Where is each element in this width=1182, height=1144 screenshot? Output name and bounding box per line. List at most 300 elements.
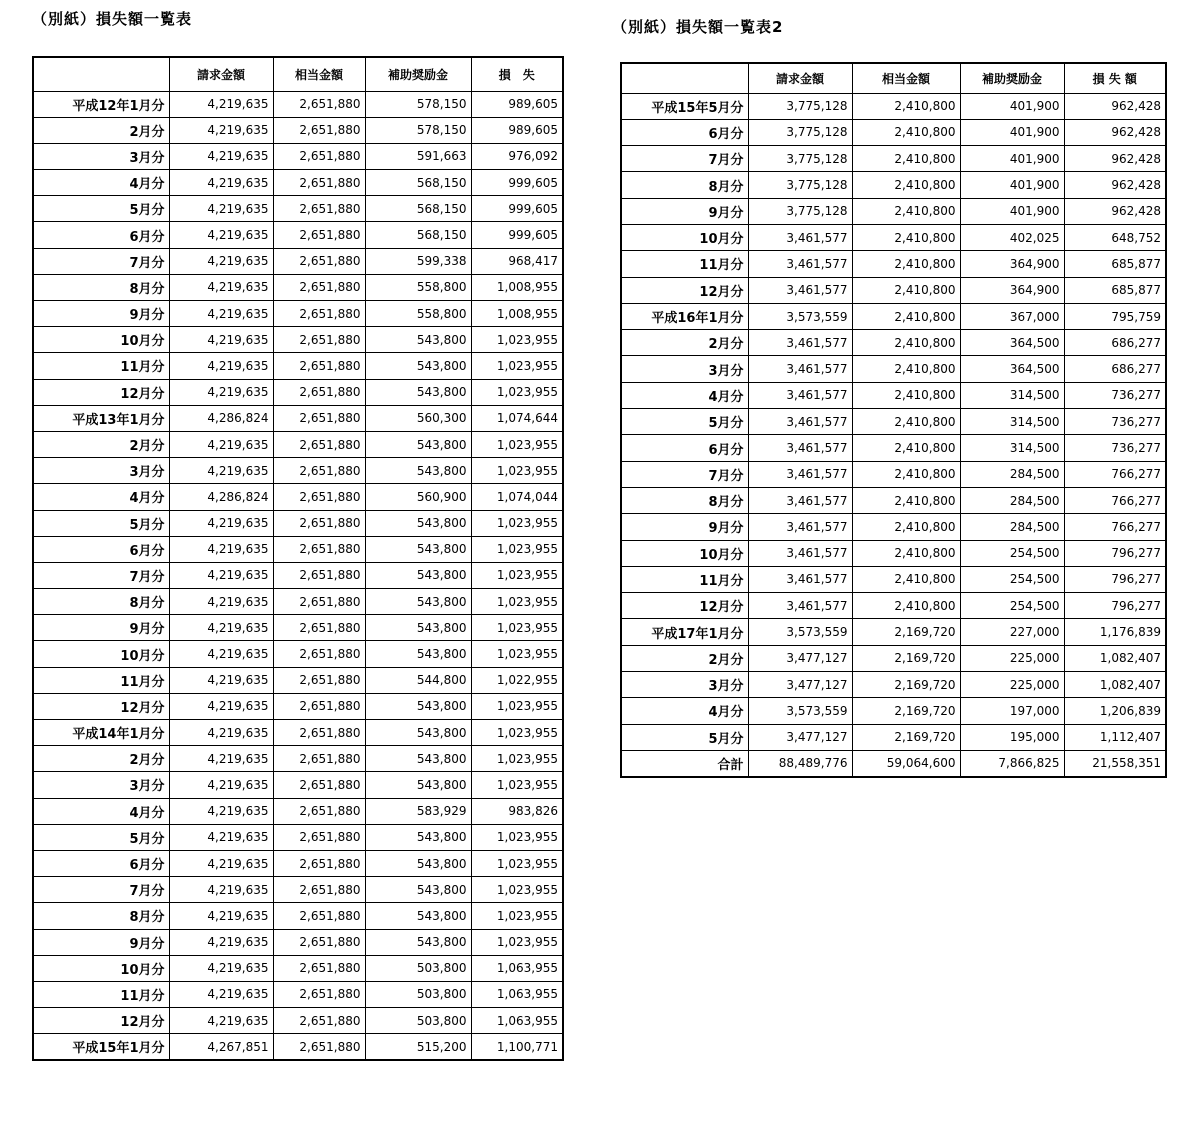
amount-cell: 4,219,635 [169, 850, 273, 876]
amount-cell: 1,023,955 [471, 327, 563, 353]
amount-cell: 2,651,880 [273, 379, 365, 405]
amount-cell: 4,219,635 [169, 143, 273, 169]
row-label: 3月分 [33, 143, 169, 169]
amount-cell: 3,461,577 [748, 330, 852, 356]
table-row [33, 431, 563, 457]
table-row [33, 1008, 563, 1034]
table-row [621, 566, 1166, 592]
row-label: 9月分 [621, 514, 748, 540]
amount-cell: 1,023,955 [471, 589, 563, 615]
amount-cell: 401,900 [960, 172, 1064, 198]
amount-cell: 578,150 [365, 91, 471, 117]
amount-cell: 2,651,880 [273, 877, 365, 903]
table-row [621, 593, 1166, 619]
table-row [33, 536, 563, 562]
amount-cell: 2,410,800 [852, 409, 960, 435]
table-row [33, 379, 563, 405]
amount-cell: 59,064,600 [852, 750, 960, 776]
amount-cell: 3,461,577 [748, 540, 852, 566]
row-label: 平成17年1月分 [621, 619, 748, 645]
table-row [33, 274, 563, 300]
amount-cell: 2,651,880 [273, 981, 365, 1007]
amount-cell: 766,277 [1064, 514, 1166, 540]
amount-cell: 2,651,880 [273, 903, 365, 929]
row-label: 12月分 [33, 1008, 169, 1034]
row-label: 2月分 [33, 117, 169, 143]
amount-cell: 999,605 [471, 222, 563, 248]
table-row [33, 405, 563, 431]
amount-cell: 962,428 [1064, 172, 1166, 198]
amount-cell: 1,023,955 [471, 903, 563, 929]
table-row [33, 1034, 563, 1060]
amount-cell: 1,176,839 [1064, 619, 1166, 645]
amount-cell: 4,219,635 [169, 955, 273, 981]
amount-cell: 254,500 [960, 540, 1064, 566]
amount-cell: 766,277 [1064, 461, 1166, 487]
amount-cell: 543,800 [365, 877, 471, 903]
amount-cell: 515,200 [365, 1034, 471, 1060]
row-label: 平成15年1月分 [33, 1034, 169, 1060]
amount-cell: 543,800 [365, 720, 471, 746]
amount-cell: 1,023,955 [471, 877, 563, 903]
table-row [33, 641, 563, 667]
amount-cell: 2,651,880 [273, 117, 365, 143]
table2-body [621, 93, 1166, 777]
amount-cell: 2,410,800 [852, 566, 960, 592]
row-label: 5月分 [33, 510, 169, 536]
row-label: 10月分 [33, 641, 169, 667]
row-label: 10月分 [33, 327, 169, 353]
table-row [621, 119, 1166, 145]
amount-cell: 4,219,635 [169, 667, 273, 693]
amount-cell: 2,651,880 [273, 1008, 365, 1034]
table-row [621, 93, 1166, 119]
amount-cell: 578,150 [365, 117, 471, 143]
row-label: 5月分 [621, 724, 748, 750]
table-row [621, 277, 1166, 303]
row-label: 9月分 [33, 929, 169, 955]
amount-cell: 3,775,128 [748, 172, 852, 198]
amount-cell: 1,023,955 [471, 458, 563, 484]
amount-cell: 568,150 [365, 222, 471, 248]
amount-cell: 2,651,880 [273, 196, 365, 222]
row-label: 7月分 [621, 461, 748, 487]
table-row [621, 303, 1166, 329]
amount-cell: 3,461,577 [748, 487, 852, 513]
amount-cell: 2,651,880 [273, 536, 365, 562]
row-label: 9月分 [33, 615, 169, 641]
amount-cell: 197,000 [960, 698, 1064, 724]
amount-cell: 1,023,955 [471, 929, 563, 955]
table-row [33, 248, 563, 274]
amount-cell: 543,800 [365, 903, 471, 929]
table-row [33, 91, 563, 117]
amount-cell: 1,023,955 [471, 850, 563, 876]
table-row [621, 435, 1166, 461]
amount-cell: 2,651,880 [273, 510, 365, 536]
table-row [621, 750, 1166, 776]
amount-cell: 364,500 [960, 330, 1064, 356]
amount-cell: 2,651,880 [273, 667, 365, 693]
amount-cell: 2,651,880 [273, 484, 365, 510]
amount-cell: 3,461,577 [748, 593, 852, 619]
amount-cell: 543,800 [365, 327, 471, 353]
row-label: 8月分 [33, 274, 169, 300]
amount-cell: 543,800 [365, 772, 471, 798]
row-label: 5月分 [33, 824, 169, 850]
amount-cell: 503,800 [365, 981, 471, 1007]
amount-cell: 686,277 [1064, 330, 1166, 356]
amount-cell: 1,112,407 [1064, 724, 1166, 750]
amount-cell: 543,800 [365, 615, 471, 641]
amount-cell: 999,605 [471, 196, 563, 222]
amount-cell: 4,219,635 [169, 327, 273, 353]
table-row [621, 619, 1166, 645]
amount-cell: 284,500 [960, 514, 1064, 540]
amount-cell: 314,500 [960, 435, 1064, 461]
amount-cell: 543,800 [365, 589, 471, 615]
row-label: 10月分 [33, 955, 169, 981]
table-row [33, 301, 563, 327]
table-row [33, 510, 563, 536]
row-label: 6月分 [33, 850, 169, 876]
row-label: 2月分 [33, 746, 169, 772]
amount-cell: 2,410,800 [852, 356, 960, 382]
table-row [33, 693, 563, 719]
amount-cell: 3,461,577 [748, 514, 852, 540]
row-label: 5月分 [33, 196, 169, 222]
table-row [33, 981, 563, 1007]
amount-cell: 568,150 [365, 170, 471, 196]
row-label: 4月分 [621, 698, 748, 724]
amount-cell: 3,461,577 [748, 461, 852, 487]
row-label: 平成13年1月分 [33, 405, 169, 431]
amount-cell: 503,800 [365, 955, 471, 981]
amount-cell: 543,800 [365, 746, 471, 772]
row-label: 3月分 [621, 672, 748, 698]
row-label: 3月分 [621, 356, 748, 382]
amount-cell: 543,800 [365, 929, 471, 955]
amount-cell: 3,461,577 [748, 566, 852, 592]
header-row [621, 63, 1166, 93]
amount-cell: 543,800 [365, 562, 471, 588]
amount-cell: 4,219,635 [169, 720, 273, 746]
amount-cell: 962,428 [1064, 93, 1166, 119]
amount-cell: 2,651,880 [273, 929, 365, 955]
amount-cell: 2,410,800 [852, 172, 960, 198]
amount-cell: 2,410,800 [852, 330, 960, 356]
table-row [621, 382, 1166, 408]
amount-cell: 543,800 [365, 641, 471, 667]
amount-cell: 4,219,635 [169, 510, 273, 536]
amount-cell: 1,063,955 [471, 981, 563, 1007]
amount-cell: 4,219,635 [169, 458, 273, 484]
table-row [33, 353, 563, 379]
amount-cell: 989,605 [471, 117, 563, 143]
amount-cell: 4,219,635 [169, 222, 273, 248]
row-label: 6月分 [621, 119, 748, 145]
amount-cell: 2,651,880 [273, 589, 365, 615]
amount-cell: 543,800 [365, 353, 471, 379]
row-label: 平成15年5月分 [621, 93, 748, 119]
table-row [621, 724, 1166, 750]
amount-cell: 1,023,955 [471, 720, 563, 746]
amount-cell: 1,023,955 [471, 772, 563, 798]
column-header: 損 失 [471, 57, 563, 91]
amount-cell: 1,023,955 [471, 641, 563, 667]
row-label: 平成12年1月分 [33, 91, 169, 117]
table1-title: （別紙）損失額一覧表 [32, 10, 193, 28]
amount-cell: 2,651,880 [273, 798, 365, 824]
row-label: 2月分 [33, 431, 169, 457]
row-label: 12月分 [621, 593, 748, 619]
amount-cell: 2,410,800 [852, 487, 960, 513]
amount-cell: 7,866,825 [960, 750, 1064, 776]
table-row [33, 562, 563, 588]
amount-cell: 796,277 [1064, 593, 1166, 619]
amount-cell: 1,100,771 [471, 1034, 563, 1060]
amount-cell: 314,500 [960, 382, 1064, 408]
amount-cell: 3,461,577 [748, 224, 852, 250]
amount-cell: 4,219,635 [169, 798, 273, 824]
table-row [621, 224, 1166, 250]
row-label: 10月分 [621, 224, 748, 250]
row-label: 2月分 [621, 645, 748, 671]
table-row [33, 143, 563, 169]
column-header: 請求金額 [748, 63, 852, 93]
amount-cell: 560,900 [365, 484, 471, 510]
amount-cell: 4,219,635 [169, 824, 273, 850]
amount-cell: 2,651,880 [273, 824, 365, 850]
amount-cell: 962,428 [1064, 146, 1166, 172]
amount-cell: 2,410,800 [852, 540, 960, 566]
amount-cell: 2,651,880 [273, 274, 365, 300]
amount-cell: 2,651,880 [273, 746, 365, 772]
amount-cell: 4,219,635 [169, 431, 273, 457]
column-header [33, 57, 169, 91]
amount-cell: 88,489,776 [748, 750, 852, 776]
amount-cell: 4,219,635 [169, 301, 273, 327]
amount-cell: 736,277 [1064, 409, 1166, 435]
amount-cell: 4,219,635 [169, 589, 273, 615]
amount-cell: 2,651,880 [273, 431, 365, 457]
amount-cell: 736,277 [1064, 435, 1166, 461]
table-row [33, 222, 563, 248]
amount-cell: 3,461,577 [748, 356, 852, 382]
amount-cell: 2,651,880 [273, 955, 365, 981]
amount-cell: 544,800 [365, 667, 471, 693]
table-row [621, 172, 1166, 198]
amount-cell: 1,074,644 [471, 405, 563, 431]
amount-cell: 4,219,635 [169, 1008, 273, 1034]
table-row [621, 146, 1166, 172]
table-row [621, 540, 1166, 566]
amount-cell: 648,752 [1064, 224, 1166, 250]
amount-cell: 976,092 [471, 143, 563, 169]
amount-cell: 4,219,635 [169, 170, 273, 196]
amount-cell: 4,219,635 [169, 274, 273, 300]
amount-cell: 2,651,880 [273, 1034, 365, 1060]
amount-cell: 962,428 [1064, 198, 1166, 224]
amount-cell: 4,267,851 [169, 1034, 273, 1060]
amount-cell: 3,477,127 [748, 645, 852, 671]
row-label: 11月分 [33, 667, 169, 693]
amount-cell: 2,410,800 [852, 514, 960, 540]
amount-cell: 2,651,880 [273, 170, 365, 196]
amount-cell: 685,877 [1064, 277, 1166, 303]
amount-cell: 254,500 [960, 593, 1064, 619]
amount-cell: 1,023,955 [471, 510, 563, 536]
row-label: 3月分 [33, 772, 169, 798]
amount-cell: 989,605 [471, 91, 563, 117]
table-row [621, 409, 1166, 435]
table-row [33, 615, 563, 641]
amount-cell: 3,775,128 [748, 93, 852, 119]
amount-cell: 401,900 [960, 119, 1064, 145]
amount-cell: 543,800 [365, 824, 471, 850]
amount-cell: 401,900 [960, 93, 1064, 119]
table-row [33, 196, 563, 222]
row-label: 10月分 [621, 540, 748, 566]
amount-cell: 503,800 [365, 1008, 471, 1034]
column-header: 相当金額 [852, 63, 960, 93]
amount-cell: 3,477,127 [748, 724, 852, 750]
row-label: 11月分 [33, 981, 169, 1007]
amount-cell: 1,082,407 [1064, 645, 1166, 671]
row-label: 平成16年1月分 [621, 303, 748, 329]
table2-header [621, 63, 1166, 93]
amount-cell: 2,410,800 [852, 146, 960, 172]
amount-cell: 2,169,720 [852, 698, 960, 724]
header-row [33, 57, 563, 91]
amount-cell: 227,000 [960, 619, 1064, 645]
amount-cell: 4,219,635 [169, 641, 273, 667]
amount-cell: 2,651,880 [273, 693, 365, 719]
amount-cell: 2,410,800 [852, 277, 960, 303]
amount-cell: 962,428 [1064, 119, 1166, 145]
amount-cell: 3,775,128 [748, 119, 852, 145]
row-label: 4月分 [33, 798, 169, 824]
amount-cell: 3,461,577 [748, 409, 852, 435]
amount-cell: 21,558,351 [1064, 750, 1166, 776]
row-label: 12月分 [33, 693, 169, 719]
amount-cell: 560,300 [365, 405, 471, 431]
table-row [621, 461, 1166, 487]
row-label: 7月分 [33, 562, 169, 588]
amount-cell: 364,900 [960, 277, 1064, 303]
amount-cell: 4,219,635 [169, 91, 273, 117]
amount-cell: 4,286,824 [169, 405, 273, 431]
amount-cell: 2,169,720 [852, 672, 960, 698]
amount-cell: 543,800 [365, 536, 471, 562]
amount-cell: 3,461,577 [748, 251, 852, 277]
amount-cell: 1,074,044 [471, 484, 563, 510]
row-label: 8月分 [33, 589, 169, 615]
column-header: 損 失 額 [1064, 63, 1166, 93]
amount-cell: 2,169,720 [852, 619, 960, 645]
loss-table-2 [620, 62, 1167, 778]
amount-cell: 401,900 [960, 146, 1064, 172]
amount-cell: 2,651,880 [273, 458, 365, 484]
table-row [33, 877, 563, 903]
amount-cell: 736,277 [1064, 382, 1166, 408]
amount-cell: 2,651,880 [273, 248, 365, 274]
amount-cell: 968,417 [471, 248, 563, 274]
amount-cell: 4,219,635 [169, 772, 273, 798]
table-row [33, 824, 563, 850]
row-label: 合計 [621, 750, 748, 776]
amount-cell: 2,410,800 [852, 119, 960, 145]
table-row [33, 720, 563, 746]
amount-cell: 2,169,720 [852, 724, 960, 750]
table-row [33, 798, 563, 824]
amount-cell: 3,477,127 [748, 672, 852, 698]
amount-cell: 1,082,407 [1064, 672, 1166, 698]
row-label: 12月分 [33, 379, 169, 405]
amount-cell: 1,022,955 [471, 667, 563, 693]
row-label: 5月分 [621, 409, 748, 435]
amount-cell: 4,219,635 [169, 746, 273, 772]
row-label: 11月分 [621, 566, 748, 592]
amount-cell: 999,605 [471, 170, 563, 196]
amount-cell: 4,219,635 [169, 981, 273, 1007]
amount-cell: 2,410,800 [852, 303, 960, 329]
amount-cell: 3,461,577 [748, 435, 852, 461]
amount-cell: 4,219,635 [169, 117, 273, 143]
amount-cell: 2,410,800 [852, 224, 960, 250]
row-label: 6月分 [33, 222, 169, 248]
amount-cell: 195,000 [960, 724, 1064, 750]
table-row [33, 746, 563, 772]
amount-cell: 1,023,955 [471, 379, 563, 405]
row-label: 11月分 [33, 353, 169, 379]
amount-cell: 796,277 [1064, 540, 1166, 566]
amount-cell: 543,800 [365, 510, 471, 536]
amount-cell: 2,410,800 [852, 382, 960, 408]
row-label: 4月分 [33, 170, 169, 196]
row-label: 7月分 [621, 146, 748, 172]
amount-cell: 3,573,559 [748, 303, 852, 329]
amount-cell: 795,759 [1064, 303, 1166, 329]
table-row [33, 458, 563, 484]
amount-cell: 543,800 [365, 693, 471, 719]
table-row [33, 327, 563, 353]
table1-body [33, 91, 563, 1060]
amount-cell: 314,500 [960, 409, 1064, 435]
amount-cell: 2,651,880 [273, 222, 365, 248]
amount-cell: 225,000 [960, 672, 1064, 698]
amount-cell: 2,651,880 [273, 301, 365, 327]
amount-cell: 1,023,955 [471, 562, 563, 588]
amount-cell: 2,410,800 [852, 251, 960, 277]
amount-cell: 4,219,635 [169, 379, 273, 405]
row-label: 8月分 [621, 172, 748, 198]
amount-cell: 254,500 [960, 566, 1064, 592]
row-label: 7月分 [33, 877, 169, 903]
amount-cell: 2,410,800 [852, 435, 960, 461]
amount-cell: 1,023,955 [471, 615, 563, 641]
amount-cell: 4,219,635 [169, 562, 273, 588]
amount-cell: 2,410,800 [852, 93, 960, 119]
amount-cell: 4,219,635 [169, 353, 273, 379]
amount-cell: 2,169,720 [852, 645, 960, 671]
amount-cell: 2,651,880 [273, 720, 365, 746]
column-header [621, 63, 748, 93]
amount-cell: 1,008,955 [471, 301, 563, 327]
amount-cell: 2,651,880 [273, 615, 365, 641]
amount-cell: 284,500 [960, 461, 1064, 487]
amount-cell: 796,277 [1064, 566, 1166, 592]
